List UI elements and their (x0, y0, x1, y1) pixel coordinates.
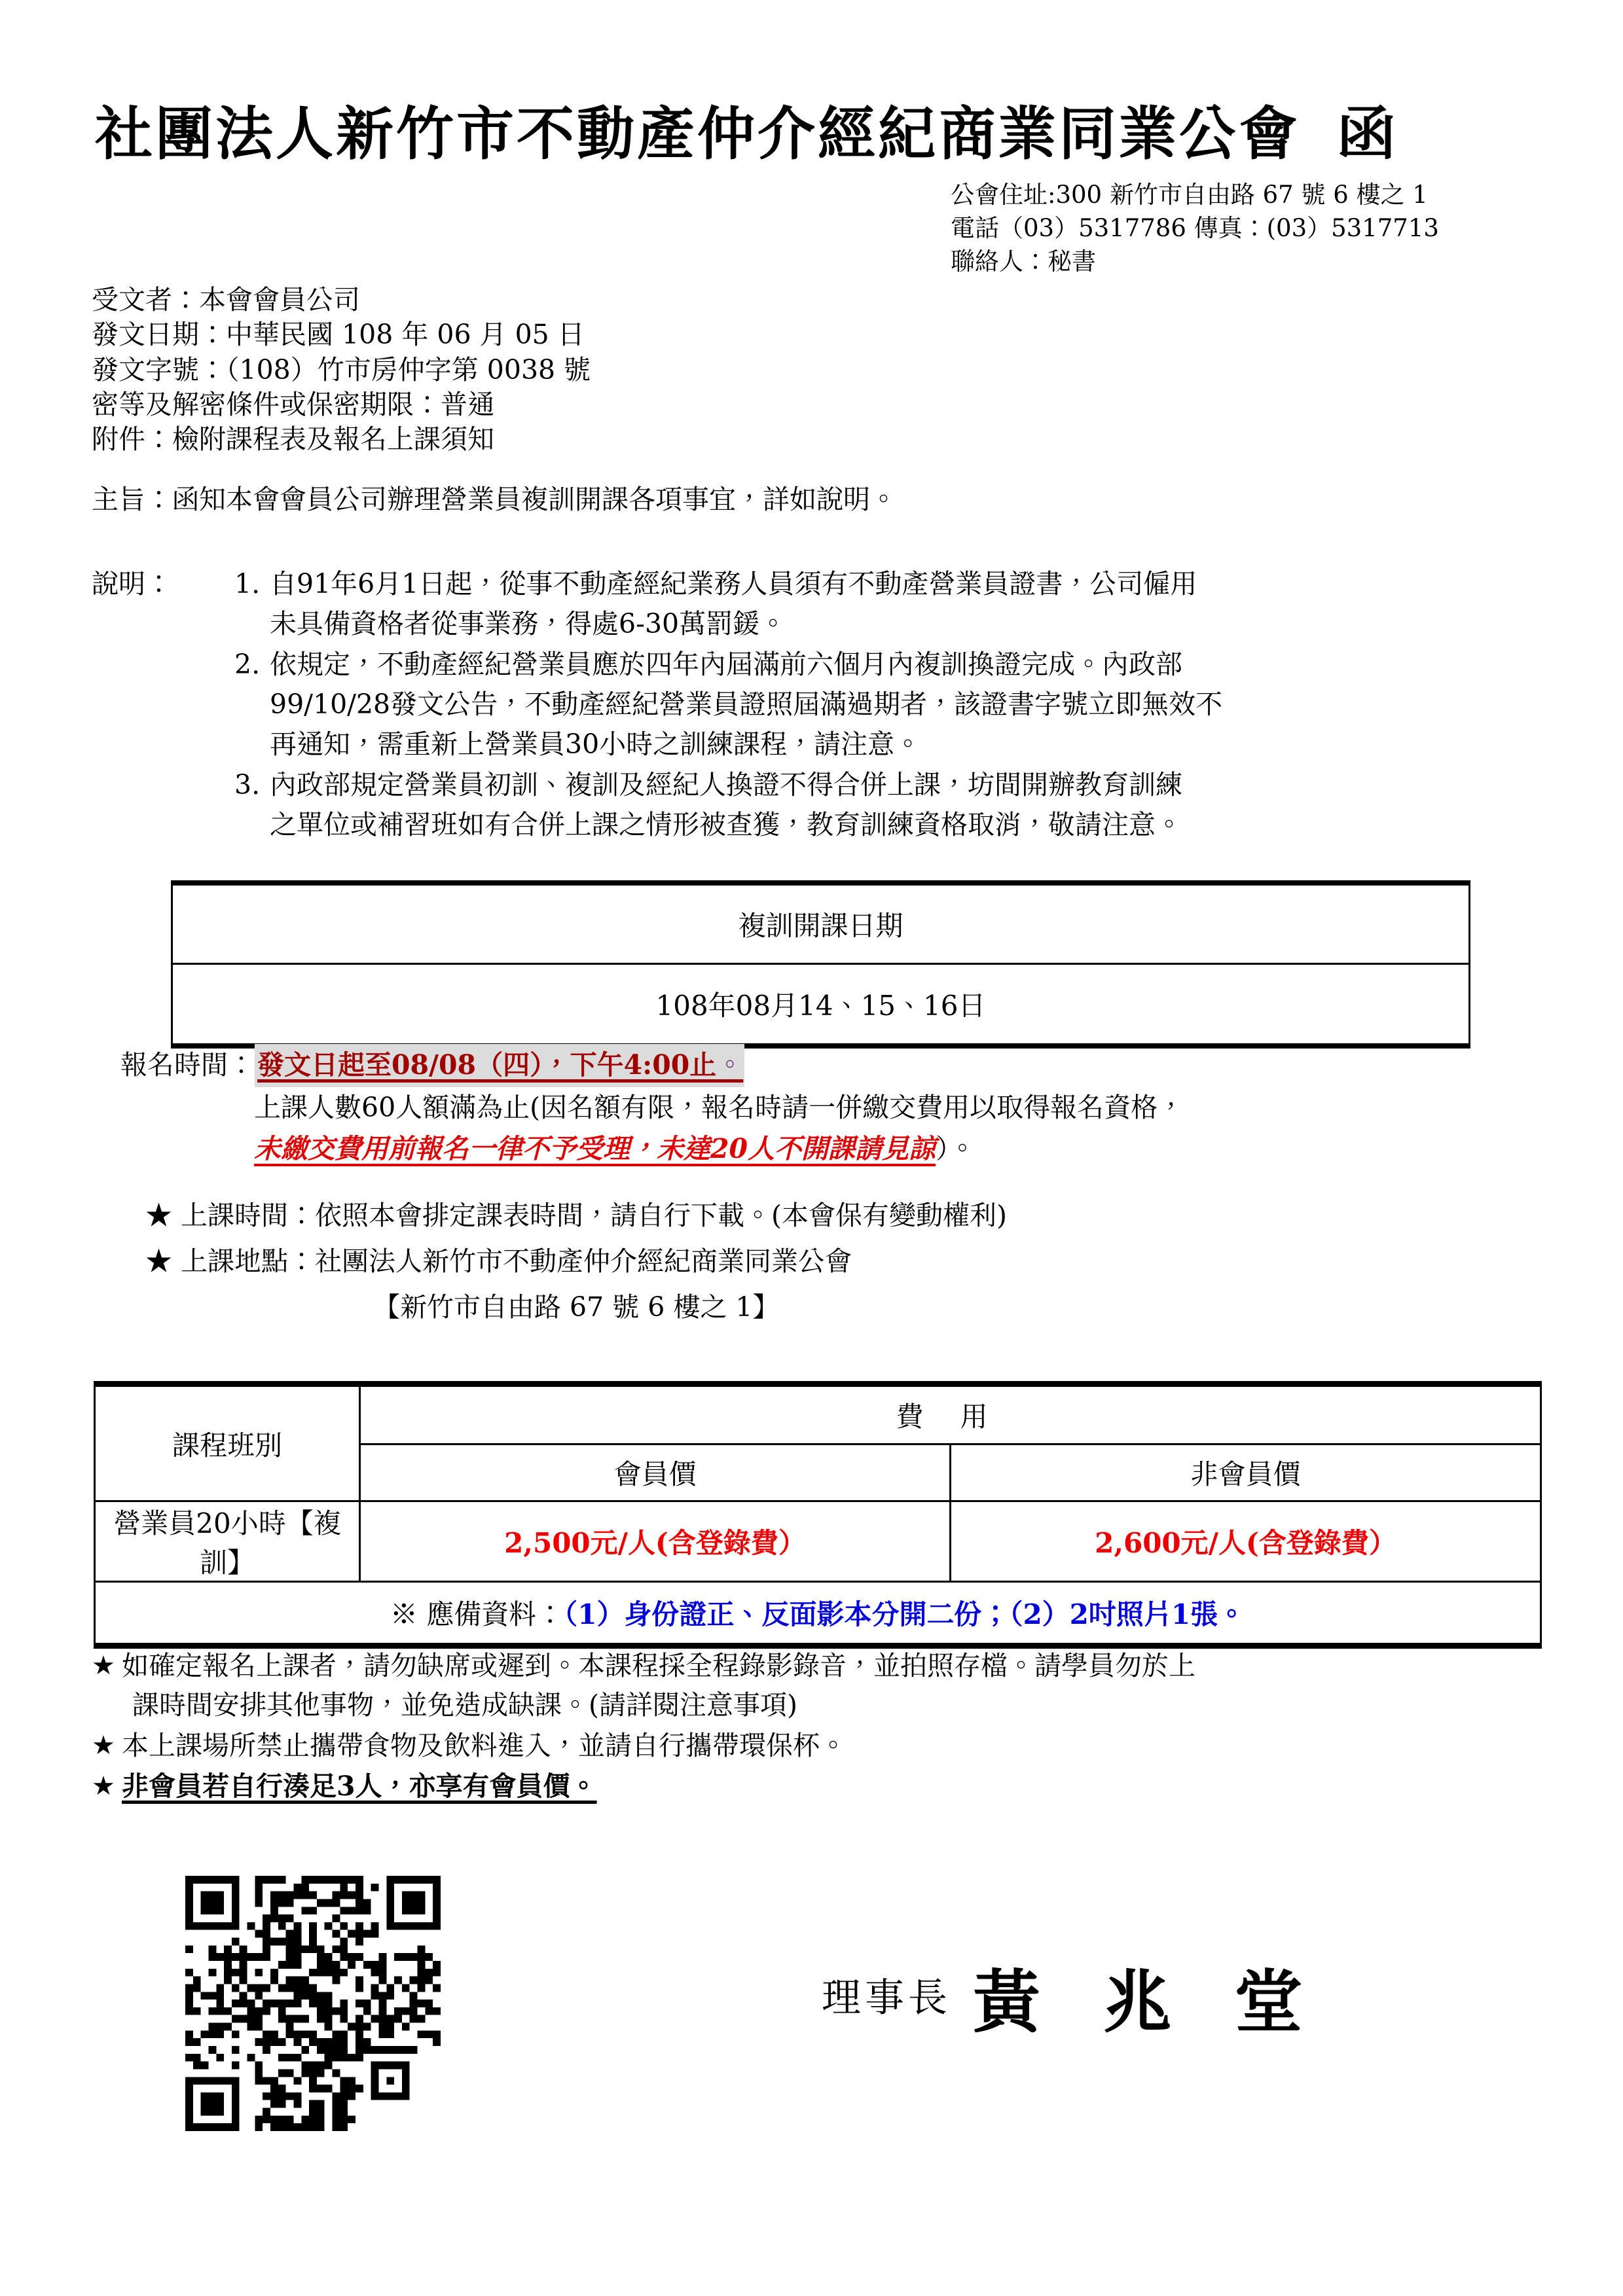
registration-warning-italic: 未繳交費用前報名一律不予受理，未達20人不開課請見諒 (254, 1133, 936, 1165)
document-kind: 函 (1338, 99, 1398, 168)
subject-text: 函知本會會員公司辦理營業員複訓開課各項事宜，詳如說明。 (172, 484, 897, 515)
course-date-table (171, 880, 1470, 1049)
registration-deadline-line (92, 1046, 1571, 1085)
registration-capacity-line: 上課人數60人額滿為止(因名額有限，報名時請一併繳交費用以取得報名資格， (254, 1092, 1185, 1124)
star-icon: ★ (92, 1651, 115, 1681)
registration-deadline-highlight (255, 1044, 744, 1087)
required-documents-body: （1）身份證正、反面影本分開二份；（2）2吋照片1張。 (564, 1598, 1246, 1630)
registration-deadline-period: 。 (716, 1049, 744, 1081)
table-row (95, 1384, 1541, 1444)
fee-table-member-header: 會員價 (360, 1444, 951, 1501)
explanation-item-line: 內政部規定營業員初訓、複訓及經紀人換證不得合併上課，坊間開辦教育訓練 (270, 769, 1182, 801)
qr-code[interactable] (185, 1876, 441, 2131)
star-icon: ★ 上課地點： (145, 1246, 316, 1277)
explanation-section (92, 564, 1545, 846)
note-line: 如確定報名上課者，請勿缺席或遲到。本課程採全程錄影錄音，並拍照存檔。請學員勿於上 (122, 1650, 1195, 1681)
star-icon: ★ 上課時間： (145, 1200, 316, 1231)
bottom-notes (92, 1647, 1565, 1807)
organization-contact-block (951, 178, 1439, 278)
meta-attachment: 附件：檢附課程表及報名上課須知 (92, 423, 494, 456)
course-date-table-header: 複訓開課日期 (172, 883, 1470, 964)
required-documents-prefix: ※ 應備資料： (390, 1598, 564, 1630)
fee-table-class-header: 課程班別 (95, 1384, 360, 1501)
explanation-item-number: 3. (234, 769, 261, 801)
explanation-item (234, 645, 1545, 764)
note-item (92, 1647, 1565, 1725)
organization-title: 社團法人新竹市不動產仲介經紀商業同業公會 (95, 99, 1300, 168)
registration-warning-line (254, 1130, 1571, 1168)
class-address-line: 【新竹市自由路 67 號 6 樓之 1】 (373, 1291, 780, 1323)
meta-recipient: 受文者：本會會員公司 (92, 284, 360, 315)
fee-table-nonmember-header: 非會員價 (951, 1444, 1541, 1501)
explanation-list (234, 564, 1545, 845)
star-icon: ★ (92, 1770, 115, 1801)
organization-phone-fax: 電話（03）5317786 傳真：(03）5317713 (951, 214, 1439, 243)
registration-deadline-text: 發文日起至08/08（四），下午4:00止 (257, 1049, 717, 1081)
qr-code-image (185, 1876, 441, 2131)
table-row (95, 1582, 1541, 1646)
subject-section (92, 478, 897, 516)
course-date-table-value: 108年08月14、15、16日 (172, 964, 1470, 1047)
table-row (95, 1501, 1541, 1582)
class-time-text: 依照本會排定課表時間，請自行下載。(本會保有變動權利) (315, 1200, 1008, 1231)
explanation-item (234, 564, 1545, 643)
meta-document-number: 發文字號：（108）竹市房仲字第 0038 號 (92, 353, 591, 386)
class-time-line (145, 1194, 1007, 1232)
explanation-item-line: 再通知，需重新上營業員30小時之訓練課程，請注意。 (270, 728, 922, 760)
class-place-line (145, 1240, 852, 1278)
fee-table-required-documents (95, 1582, 1541, 1646)
explanation-item-line: 之單位或補習班如有合併上課之情形被查獲，教育訓練資格取消，敬請注意。 (270, 809, 1182, 841)
fee-table-class-name: 營業員20小時【複訓】 (95, 1501, 360, 1582)
fee-table-nonmember-price: 2,600元/人(含登錄費） (951, 1501, 1541, 1582)
signature-role: 理事長 (822, 1975, 951, 2021)
explanation-item-line: 自91年6月1日起，從事不動產經紀業務人員須有不動產營業員證書，公司僱用 (270, 568, 1197, 600)
organization-contact-person: 聯絡人：秘書 (951, 247, 1096, 276)
star-icon: ★ (92, 1730, 115, 1761)
note-line: 課時間安排其他事物，並免造成缺課。(請詳閱注意事項) (132, 1689, 797, 1721)
fee-group-header-text: 費用 (896, 1401, 1025, 1433)
subject-label: 主旨： (92, 484, 172, 515)
explanation-item-number: 2. (234, 649, 261, 681)
table-row (172, 964, 1470, 1047)
signature-name: 黃 兆 堂 (972, 1962, 1322, 2042)
explanation-item-line: 99/10/28發文公告，不動產經紀營業員證照屆滿過期者，該證書字號立即無效不 (270, 689, 1223, 721)
fee-table-fee-group-header (360, 1384, 1541, 1444)
explanation-item-line: 未具備資格者從事業務，得處6-30萬罰鍰。 (270, 607, 787, 639)
document-meta-block (92, 283, 591, 457)
note-line: 非會員若自行湊足3人，亦享有會員價。 (122, 1770, 597, 1802)
meta-issue-date: 發文日期：中華民國 108 年 06 月 05 日 (92, 319, 585, 351)
meta-confidentiality: 密等及解密條件或保密期限：普通 (92, 388, 494, 420)
explanation-item (234, 765, 1545, 844)
registration-warning-tail: ）。 (936, 1133, 976, 1165)
explanation-item-line: 依規定，不動產經紀營業員應於四年內屆滿前六個月內複訓換證完成。內政部 (270, 649, 1182, 681)
organization-address: 公會住址:300 新竹市自由路 67 號 6 樓之 1 (951, 181, 1428, 209)
registration-label: 報名時間： (120, 1049, 255, 1081)
note-item (92, 1767, 1565, 1806)
registration-info (92, 1046, 1571, 1168)
note-item (92, 1727, 1565, 1766)
table-row (172, 883, 1470, 964)
class-place-text: 社團法人新竹市不動產仲介經紀商業同業公會 (315, 1246, 852, 1277)
explanation-item-number: 1. (234, 568, 261, 600)
fee-table (94, 1381, 1542, 1649)
fee-table-member-price: 2,500元/人(含登錄費） (360, 1501, 951, 1582)
explanation-label: 說明： (92, 568, 172, 600)
document-title (95, 88, 1398, 171)
signature-block (822, 1947, 1322, 2045)
note-line: 本上課場所禁止攜帶食物及飲料進入，並請自行攜帶環保杯。 (122, 1729, 847, 1761)
